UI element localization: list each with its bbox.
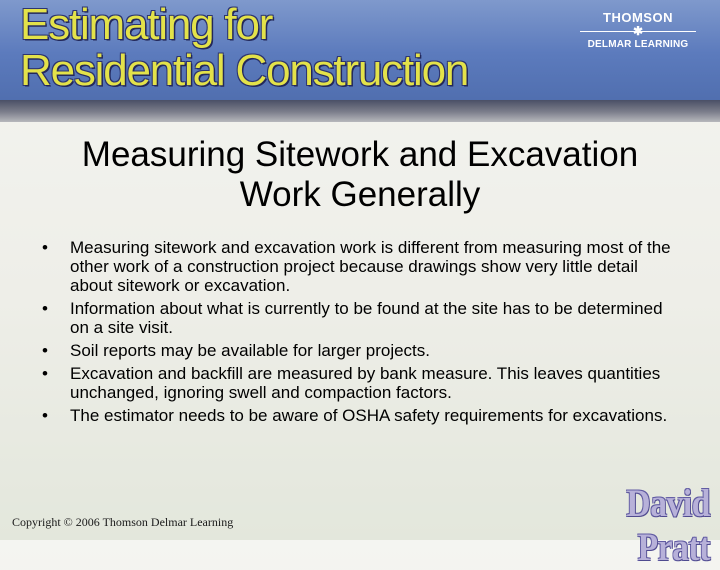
bullet-item	[42, 406, 682, 425]
slide-title-line-1: Measuring Sitework and Excavation	[81, 135, 639, 174]
book-title	[20, 2, 468, 94]
publisher-name: THOMSON	[603, 10, 673, 25]
bullet-icon: •	[42, 341, 48, 360]
banner-shadow-strip	[0, 100, 720, 122]
copyright-notice: Copyright © 2006 Thomson Delmar Learning	[12, 515, 234, 529]
bullet-icon: •	[42, 364, 48, 383]
bullet-text: Excavation and backfill are measured by bank measure. This leaves quantities unchanged, ignoring swell and compaction factors.	[70, 364, 661, 402]
bullet-item	[42, 238, 682, 295]
star-icon: ✱	[632, 24, 644, 38]
bullet-item	[42, 364, 682, 402]
bullet-icon: •	[42, 299, 48, 318]
logo-divider	[574, 25, 702, 39]
bullet-item	[42, 341, 682, 360]
bullet-text: Soil reports may be available for larger projects.	[70, 341, 430, 360]
bullet-text: Measuring sitework and excavation work is different from measuring most of the other work of a construction project because drawings show very little detail about sitework or excavation.	[70, 238, 671, 295]
bullet-item	[42, 299, 682, 337]
slide-title-line-2: Work Generally	[239, 175, 481, 214]
publisher-imprint: DELMAR LEARNING	[587, 39, 689, 50]
bullet-icon: •	[42, 406, 48, 425]
bullet-icon: •	[42, 238, 48, 257]
publisher-logo	[574, 10, 702, 51]
book-title-line-2: Residential Construction	[20, 46, 469, 95]
bullet-list	[42, 238, 682, 429]
author-name: David Pratt	[626, 482, 710, 569]
slide-title	[0, 135, 720, 215]
book-title-line-1: Estimating for	[20, 0, 273, 49]
bullet-text: The estimator needs to be aware of OSHA safety requirements for excavations.	[70, 406, 668, 425]
bullet-text: Information about what is currently to be found at the site has to be determined on a site visit.	[70, 299, 663, 337]
